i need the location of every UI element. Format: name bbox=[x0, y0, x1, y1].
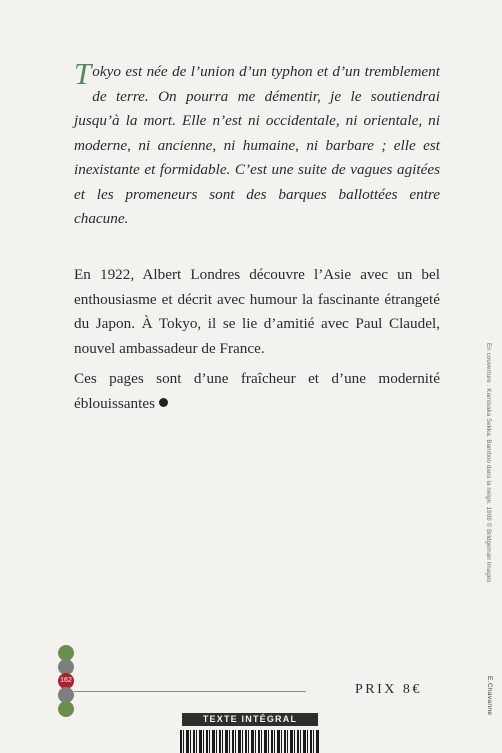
price-label: PRIX 8€ bbox=[355, 682, 422, 697]
drop-cap: T bbox=[74, 56, 92, 91]
barcode-icon bbox=[180, 730, 320, 753]
series-number: 162 bbox=[60, 677, 72, 684]
designer-credit: E.Chavanne bbox=[486, 676, 493, 716]
green-dot-icon bbox=[58, 701, 74, 717]
end-bullet-icon bbox=[159, 398, 168, 407]
edition-badge: TEXTE INTÉGRAL bbox=[182, 713, 318, 726]
description-paragraph-2-text: Ces pages sont d’une fraîcheur et d’une modernité éblouissantes bbox=[74, 370, 440, 412]
divider-line bbox=[74, 691, 306, 692]
description-paragraph-1: En 1922, Albert Londres découvre l’Asie avec un bel enthousiasme et décrit avec humour la fascinante étrangeté du Japon. À Tokyo, il se lie d’amitié avec Paul Claudel, nouvel ambassadeur de France. bbox=[74, 266, 440, 357]
quote-paragraph bbox=[74, 56, 440, 232]
book-description bbox=[74, 263, 440, 416]
back-cover-quote bbox=[74, 56, 440, 232]
quote-text: okyo est née de l’union d’un typhon et d’un tremblement de terre. On pourra me démentir, je le soutiendrai jusqu’à la mort. Elle n’est ni occidentale, ni orientale, ni moderne, ni ancienne, ni humaine, ni barbare ; elle est inexistante et formidable. C’est une suite de vagues agitées et les promeneurs sont des barques ballottées entre chacune. bbox=[74, 63, 440, 227]
cover-image-credit: En couverture : Kamisaka Sekka, Bamboo dans la neige, 1909 © Bridgeman Images bbox=[485, 343, 492, 583]
description-paragraph-2 bbox=[74, 367, 440, 416]
